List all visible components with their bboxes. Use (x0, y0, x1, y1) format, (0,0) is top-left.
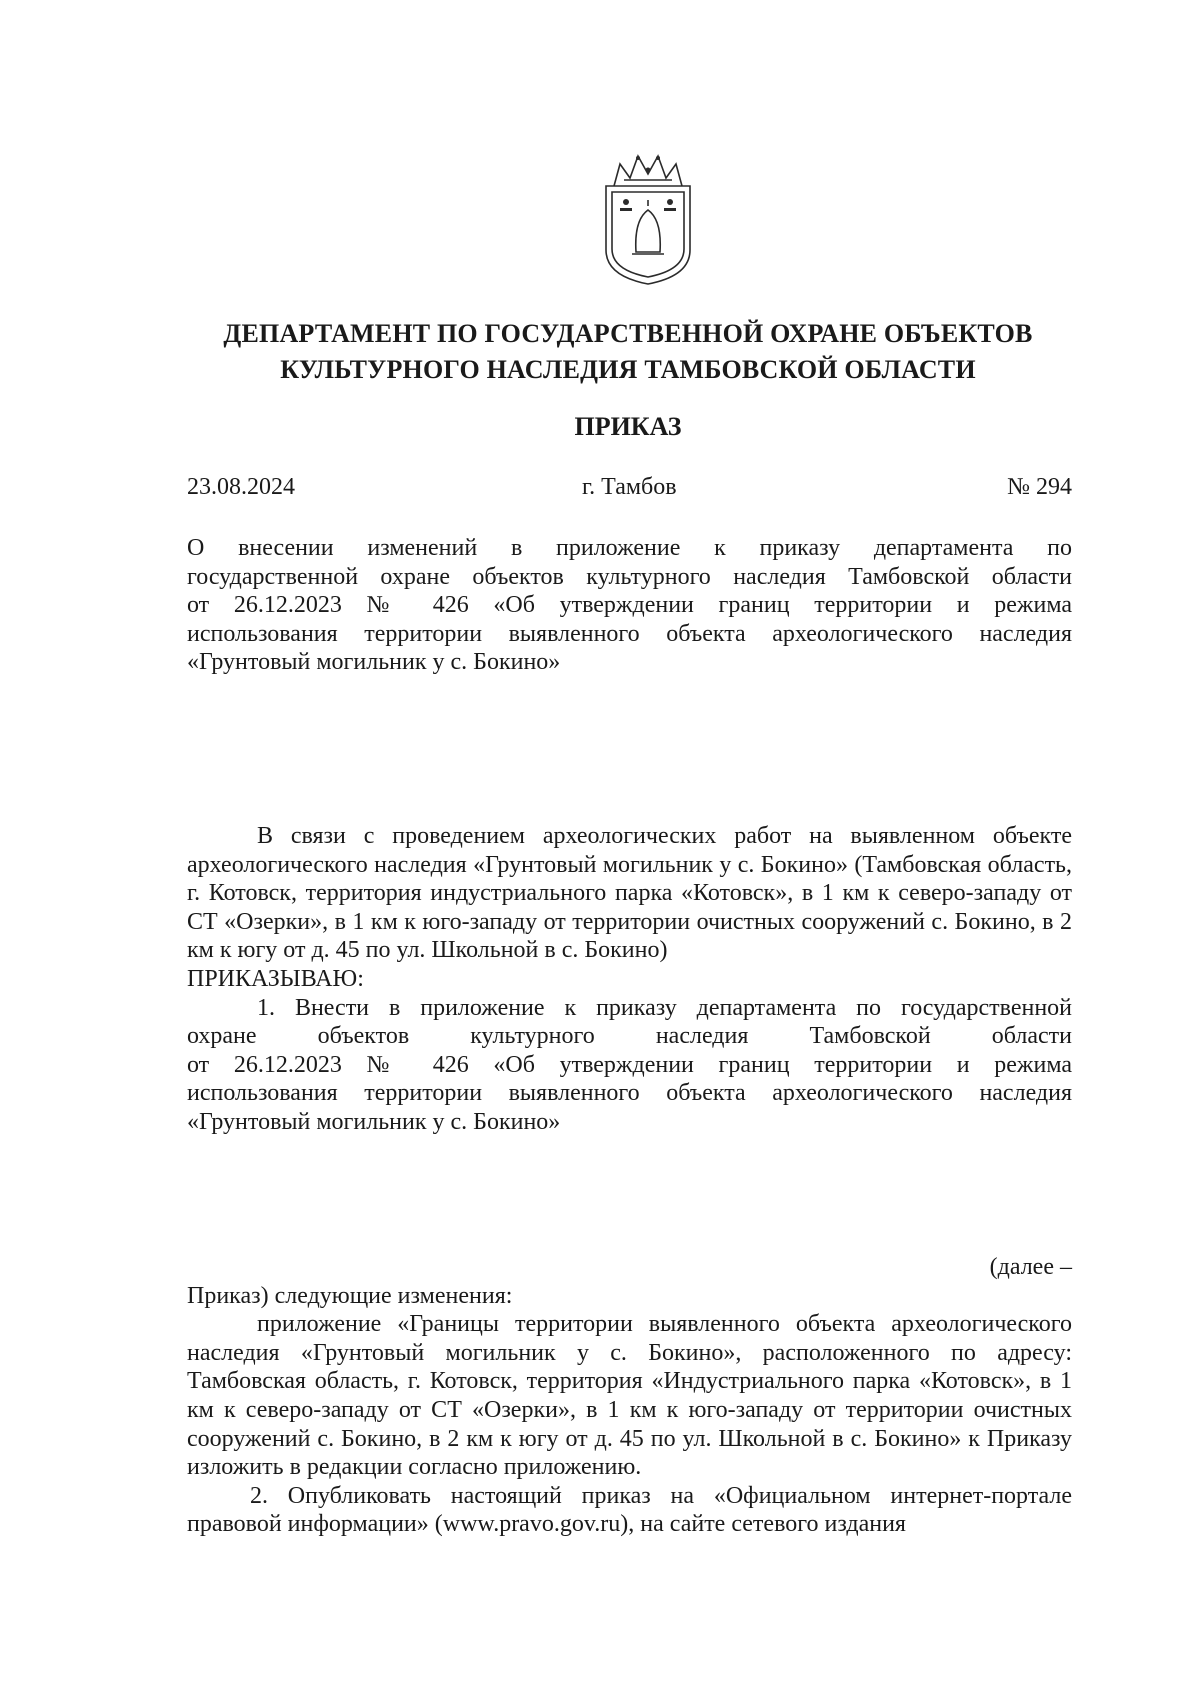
item-2-paragraph: 2. Опубликовать настоящий приказ на «Официальном интернет-портале правовой информации» (www.pravo.gov.ru), на сайте сетевого издания (187, 1482, 1072, 1538)
department-name-line-1: ДЕПАРТАМЕНТ ПО ГОСУДАРСТВЕННОЙ ОХРАНЕ ОБЪЕКТОВ (223, 319, 1033, 348)
item-1-continuation: Приказ) следующие изменения: (187, 1282, 513, 1309)
document-number: № 294 (1007, 474, 1072, 500)
item-1-line: от 26.12.2023 № 426 «Об утверждении границ территории и режима (187, 1051, 1072, 1078)
subject-line: государственной охране объектов культурного наследия Тамбовской области (187, 563, 1072, 590)
document-body-part-2 (187, 1253, 1072, 1539)
document-type-title: ПРИКАЗ (574, 412, 682, 441)
order-word: ПРИКАЗЫВАЮ: (187, 965, 364, 992)
change-paragraph: приложение «Границы территории выявленного объекта археологического наследия «Грунтовый могильник у с. Бокино», расположенного по адресу: Тамбовская область, г. Котовск, территория «Индустриального парка «Котовск», в 1 км к северо-западу от СТ «Озерки», в 1 км к юго-западу от территории очистных сооружений с. Бокино, в 2 км к югу от д. 45 по ул. Школьной в с. Бокино» к Приказу изложить в редакции согласно приложению. (187, 1311, 1072, 1481)
department-name-line-2: КУЛЬТУРНОГО НАСЛЕДИЯ ТАМБОВСКОЙ ОБЛАСТИ (280, 355, 976, 384)
item-1-line: использования территории выявленного объекта археологического наследия (187, 1080, 1072, 1107)
tambov-coat-of-arms-icon (592, 150, 704, 288)
subject-line: О внесении изменений в приложение к приказу департамента по (187, 535, 1072, 561)
document-date: 23.08.2024 (187, 474, 295, 500)
item-1-line: охране объектов культурного наследия Тамбовской области (187, 1023, 1072, 1050)
preamble-paragraph: В связи с проведением археологических работ на выявленном объекте археологического наследия «Грунтовый могильник у с. Бокино» (Тамбовская область, г. Котовск, территория индустриального парка «Котовск», в 1 км к северо-западу от СТ «Озерки», в 1 км к юго-западу от территории очистных сооружений с. Бокино, в 2 км к югу от д. 45 по ул. Школьной в с. Бокино) (187, 823, 1072, 964)
item-1-line: 1. Внести в приложение к приказу департамента по государственной (257, 994, 1072, 1021)
document-body-part-1 (187, 822, 1072, 1137)
document-meta-row (187, 470, 1072, 504)
item-1-continuation: (далее – (989, 1254, 1072, 1280)
item-1-line: «Грунтовый могильник у с. Бокино» (187, 1108, 561, 1135)
document-city: г. Тамбов (582, 474, 677, 500)
subject-line: от 26.12.2023 № 426 «Об утверждении границ территории и режима (187, 592, 1072, 619)
subject-line: «Грунтовый могильник у с. Бокино» (187, 649, 561, 676)
subject-line: использования территории выявленного объекта археологического наследия (187, 620, 1072, 647)
document-subject (187, 534, 1072, 677)
